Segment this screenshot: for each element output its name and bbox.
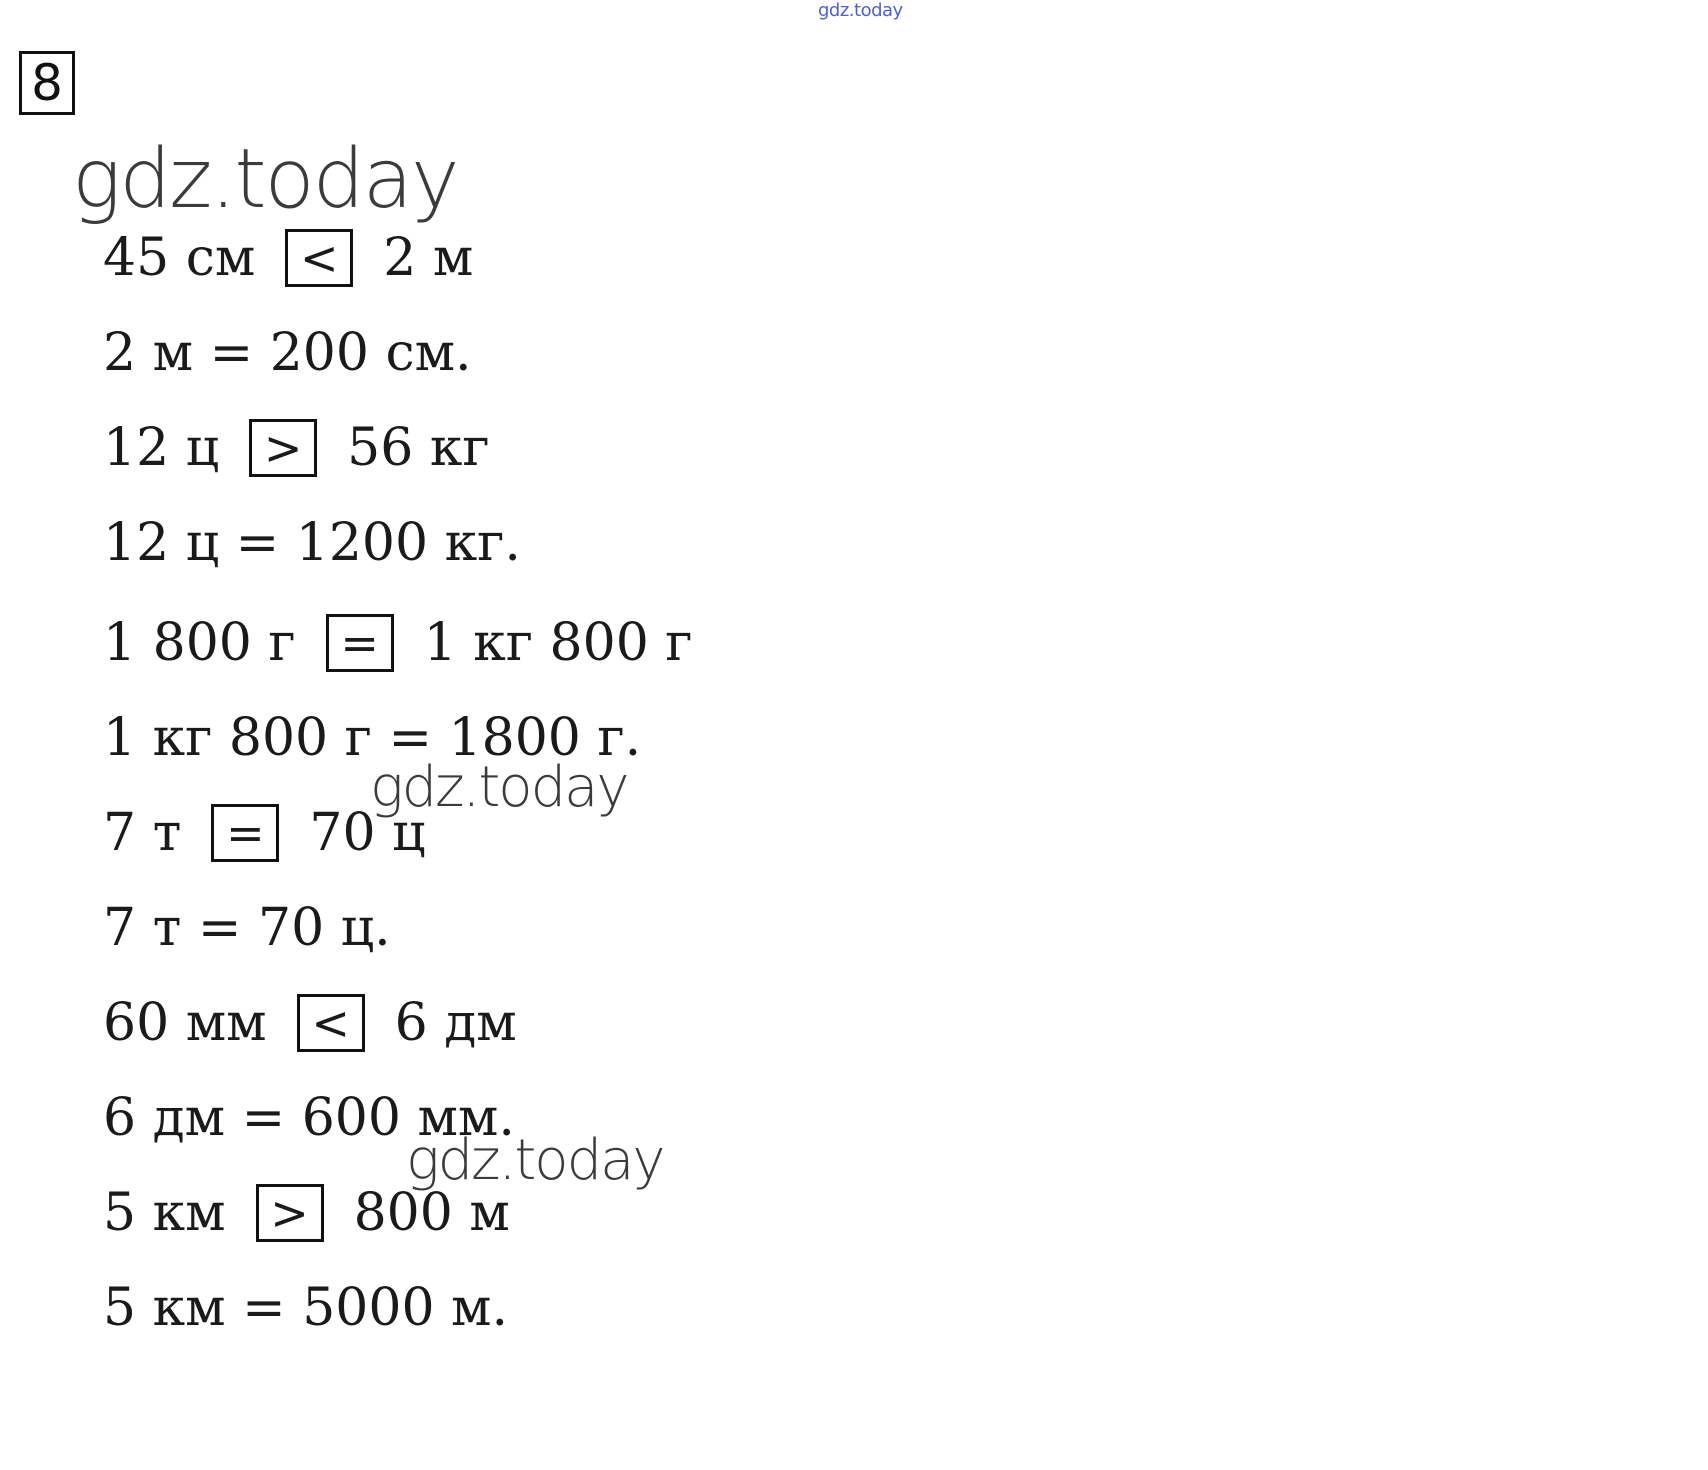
task-number-badge: 8 — [19, 51, 75, 115]
site-watermark-top: gdz.today — [818, 0, 903, 21]
comparison-left: 1 800 г — [103, 613, 296, 673]
comparison-sign-box: > — [249, 419, 317, 477]
explanation-row — [103, 708, 641, 768]
comparison-right: 800 м — [353, 1183, 510, 1243]
comparison-row — [103, 613, 693, 673]
comparison-row — [103, 1183, 510, 1243]
comparison-sign-box: < — [285, 229, 353, 287]
explanation-row — [103, 323, 472, 383]
comparison-sign-box: < — [297, 994, 365, 1052]
explanation-row — [103, 898, 391, 958]
comparison-row — [103, 993, 517, 1053]
comparison-right: 2 м — [383, 228, 474, 288]
explanation-row — [103, 513, 521, 573]
comparison-right: 6 дм — [394, 993, 517, 1053]
explanation-text: 12 ц = 1200 кг. — [103, 513, 521, 573]
explanation-text: 7 т = 70 ц. — [103, 898, 391, 958]
comparison-left: 5 км — [103, 1183, 226, 1243]
explanation-text: 1 кг 800 г = 1800 г. — [103, 708, 642, 768]
comparison-row — [103, 803, 426, 863]
explanation-text: 2 м = 200 см. — [103, 323, 472, 383]
comparison-row — [103, 418, 490, 478]
explanation-text: 5 км = 5000 м. — [103, 1278, 509, 1338]
comparison-right: 1 кг 800 г — [423, 613, 693, 673]
comparison-sign-box: = — [326, 614, 394, 672]
comparison-right: 56 кг — [347, 418, 490, 478]
gdz-watermark: gdz.today — [72, 132, 458, 227]
comparison-left: 7 т — [103, 803, 182, 863]
comparison-sign-box: = — [211, 804, 279, 862]
comparison-row — [103, 228, 473, 288]
comparison-sign-box: > — [256, 1184, 324, 1242]
comparison-right: 70 ц — [309, 803, 426, 863]
comparison-left: 45 см — [103, 228, 256, 288]
explanation-row — [103, 1278, 508, 1338]
gdz-watermark: gdz.today — [370, 755, 628, 820]
explanation-row — [103, 1088, 515, 1148]
gdz-watermark: gdz.today — [406, 1128, 664, 1193]
comparison-left: 60 мм — [103, 993, 267, 1053]
explanation-text: 6 дм = 600 мм. — [103, 1088, 515, 1148]
comparison-left: 12 ц — [103, 418, 220, 478]
